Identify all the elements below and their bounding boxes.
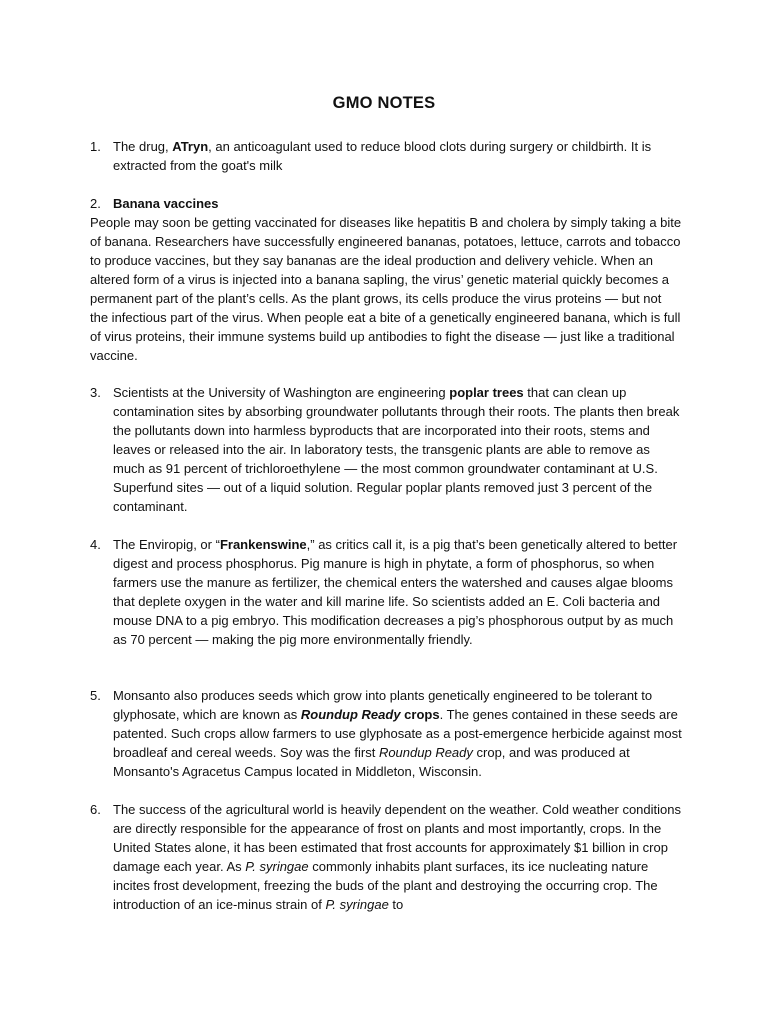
text-run: The success of the agricultural world is heavily dependent on the weather. Cold weather conditions are directly responsible for the appearance of frost on plants and most importantly, crops. In the United States alone, it has been estimated that frost accounts for approximately $1 billion in crop damage each year. As	[113, 802, 681, 874]
list-item-text	[113, 535, 682, 649]
text-run: The Enviropig, or “	[113, 537, 220, 552]
text-run: The drug,	[113, 139, 173, 154]
text-run: Monsanto also produces seeds which grow into plants genetically engineered to be tolerant to glyphosate, which are known as	[113, 688, 653, 722]
list-item-3	[90, 383, 682, 516]
list-item-5	[90, 686, 682, 781]
list-item-text	[113, 383, 682, 516]
list-number: 2.	[90, 196, 101, 211]
bold-term: Frankenswine	[219, 537, 307, 552]
page-title: GMO NOTES	[332, 94, 436, 112]
section-heading: Banana vaccines	[113, 196, 219, 211]
italic-term: Roundup Ready	[378, 745, 473, 760]
text-run: that can clean up contamination sites by absorbing groundwater pollutants through their roots. The plants then break the pollutants down into harmless byproducts that are incorporated into their roots, stems and leaves or released into the air. In laboratory tests, the transgenic plants are able to remove as much as 91 percent of trichloroethylene — the most common groundwater contaminant at U.S. Superfund sites — out of a liquid solution. Regular poplar plants removed just 3 percent of the contaminant.	[113, 385, 680, 514]
paragraph-banana: People may soon be getting vaccinated for diseases like hepatitis B and cholera by simply taking a bite of banana. Researchers have successfully engineered bananas, potatoes, lettuce, carrots and tobacco to produce vaccines, but they say bananas are the ideal production and delivery vehicle. When an altered form of a virus is injected into a banana sapling, the virus’ genetic material quickly becomes a permanent part of the plant’s cells. As the plant grows, its cells produce the virus proteins — but not the infectious part of the virus. When people eat a bite of a genetically engineered banana, which is full of virus proteins, their immune systems build up antibodies to fight the disease — just like a traditional vaccine.	[90, 215, 682, 363]
list-number: 3.	[90, 385, 101, 400]
list-item-text	[113, 800, 682, 914]
text-run: Scientists at the University of Washington are engineering	[113, 385, 450, 400]
text-run: crop, and was produced at Monsanto's Agracetus Campus located in Middleton, Wisconsin.	[113, 745, 630, 779]
list-item-text	[113, 137, 682, 175]
text-run: ,” as critics call it, is a pig that’s been genetically altered to better digest and process phosphorus. Pig manure is high in phytate, a form of phosphorus, so when farmers use the manure as fertilizer, the chemical enters the watershed and causes algae blooms that deplete oxygen in the water and kill marine life. So scientists added an E. Coli bacteria and mouse DNA to a pig embryo. This modification decreases a pig’s phosphorous output by as much as 70 percent — making the pig more environmentally friendly.	[113, 537, 678, 647]
list-number: 4.	[90, 537, 101, 552]
list-item-1	[90, 137, 682, 175]
italic-term: P. syringae	[325, 897, 389, 912]
list-number: 6.	[90, 802, 101, 817]
list-item-text	[113, 686, 682, 781]
bold-italic-term: Roundup Ready	[300, 707, 401, 722]
bold-term: poplar trees	[449, 385, 524, 400]
text-run: . The genes contained in these seeds are patented. Such crops allow farmers to use glyphosate as a post-emergence herbicide against most broadleaf and cereal weeds. Soy was the first	[113, 707, 682, 760]
list-item-2	[90, 194, 682, 213]
bold-term: crops	[400, 707, 440, 722]
bold-term: ATryn	[172, 139, 209, 154]
list-number: 5.	[90, 688, 101, 703]
list-item-6	[90, 800, 682, 914]
italic-term: P. syringae	[245, 859, 309, 874]
text-run: , an anticoagulant used to reduce blood clots during surgery or childbirth. It is extracted from the goat's milk	[113, 139, 652, 173]
text-run: commonly inhabits plant surfaces, its ice nucleating nature incites frost development, freezing the buds of the plant and destroying the occurring crop. The introduction of an ice-minus strain of	[113, 859, 658, 912]
text-run: to	[388, 897, 404, 912]
list-item-4	[90, 535, 682, 649]
list-number: 1.	[90, 139, 101, 154]
